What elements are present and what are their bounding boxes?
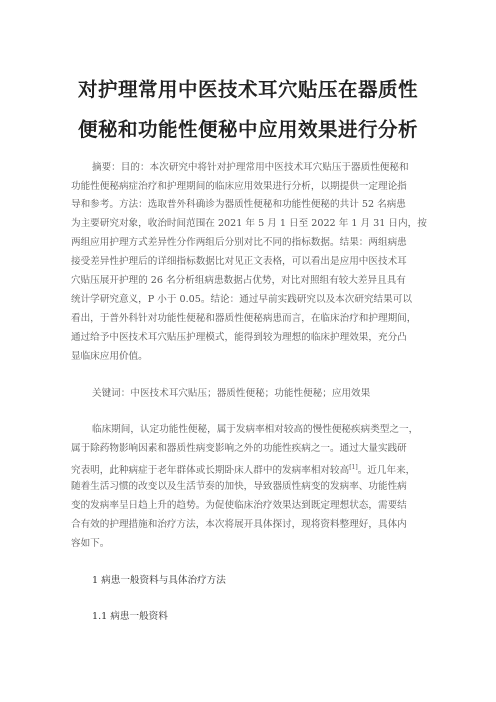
abstract-line: 通过给予中医技术耳穴贴压护理模式，能得到较为理想的临床护理效果，充分凸 (71, 332, 407, 343)
body-line (71, 462, 415, 477)
abstract-line: 接受差异性护理后的详细指标数据比对见正文表格，可以看出是应用中医技术耳 (71, 256, 407, 267)
title-line-2: 便秘和功能性便秘中应用效果进行分析 (77, 118, 418, 141)
body-line: 属于除药物影响因素和器质性病变影响之外的功能性疾病之一。通过大量实践研 (71, 443, 407, 454)
abstract-line: 导和参考。方法：选取普外科确诊为器质性便秘和功能性便秘的共计 52 名病患 (71, 199, 406, 210)
body-text: 究表明，此种病症于老年群体或长期卧床人群中的发病率相对较高 (71, 465, 350, 477)
abstract-line: 穴贴压展开护理的 26 名分析组病患数据占优势，对比对照组有较大差异且具有 (71, 275, 406, 286)
section-heading: 1 病患一般资料与具体治疗方法 (92, 575, 226, 586)
body-text: 。近几年来， (357, 465, 416, 477)
abstract-line: 为主要研究对象，收治时间范围在 2021 年 5 月 1 日至 2022 年 1 月 31 日内，按 (71, 218, 427, 229)
abstract-line: 摘要：目的：本次研究中将针对护理常用中医技术耳穴贴压于器质性便秘和 (92, 162, 409, 173)
keywords: 关键词：中医技术耳穴贴压；器质性便秘；功能性便秘；应用效果 (92, 388, 371, 399)
abstract-line: 统计学研究意义，P 小于 0.05。结论：通过早前实践研究以及本次研究结果可以 (71, 294, 412, 305)
body-line: 临床期间，认定功能性便秘，属于发病率相对较高的慢性便秘疾病类型之一， (92, 424, 419, 435)
body-line: 随着生活习惯的改变以及生活节奏的加快，导致器质性病变的发病率、功能性病 (71, 481, 407, 492)
citation-marker: [1] (349, 464, 358, 471)
body-line: 容如下。 (71, 538, 110, 549)
abstract-line: 显临床应用价值。 (71, 351, 148, 362)
body-line: 合有效的护理措施和治疗方法，本次将展开具体探讨，现将资料整理好，具体内 (71, 519, 407, 530)
abstract-line: 看出，于普外科针对功能性便秘和器质性便秘病患而言，在临床治疗和护理期间， (71, 313, 417, 324)
body-line: 变的发病率呈日趋上升的趋势。为促使临床治疗效果达到既定理想状态，需要结 (71, 500, 407, 511)
abstract-line: 两组应用护理方式差异性分作两组后分别对比不同的指标数据。结果：两组病患 (71, 237, 407, 248)
subsection-heading: 1.1 病患一般资料 (92, 611, 168, 622)
title-line-1: 对护理常用中医技术耳穴贴压在器质性 (77, 78, 418, 101)
abstract-line: 功能性便秘病症治疗和护理期间的临床应用效果进行分析，以期提供一定理论指 (71, 181, 407, 192)
